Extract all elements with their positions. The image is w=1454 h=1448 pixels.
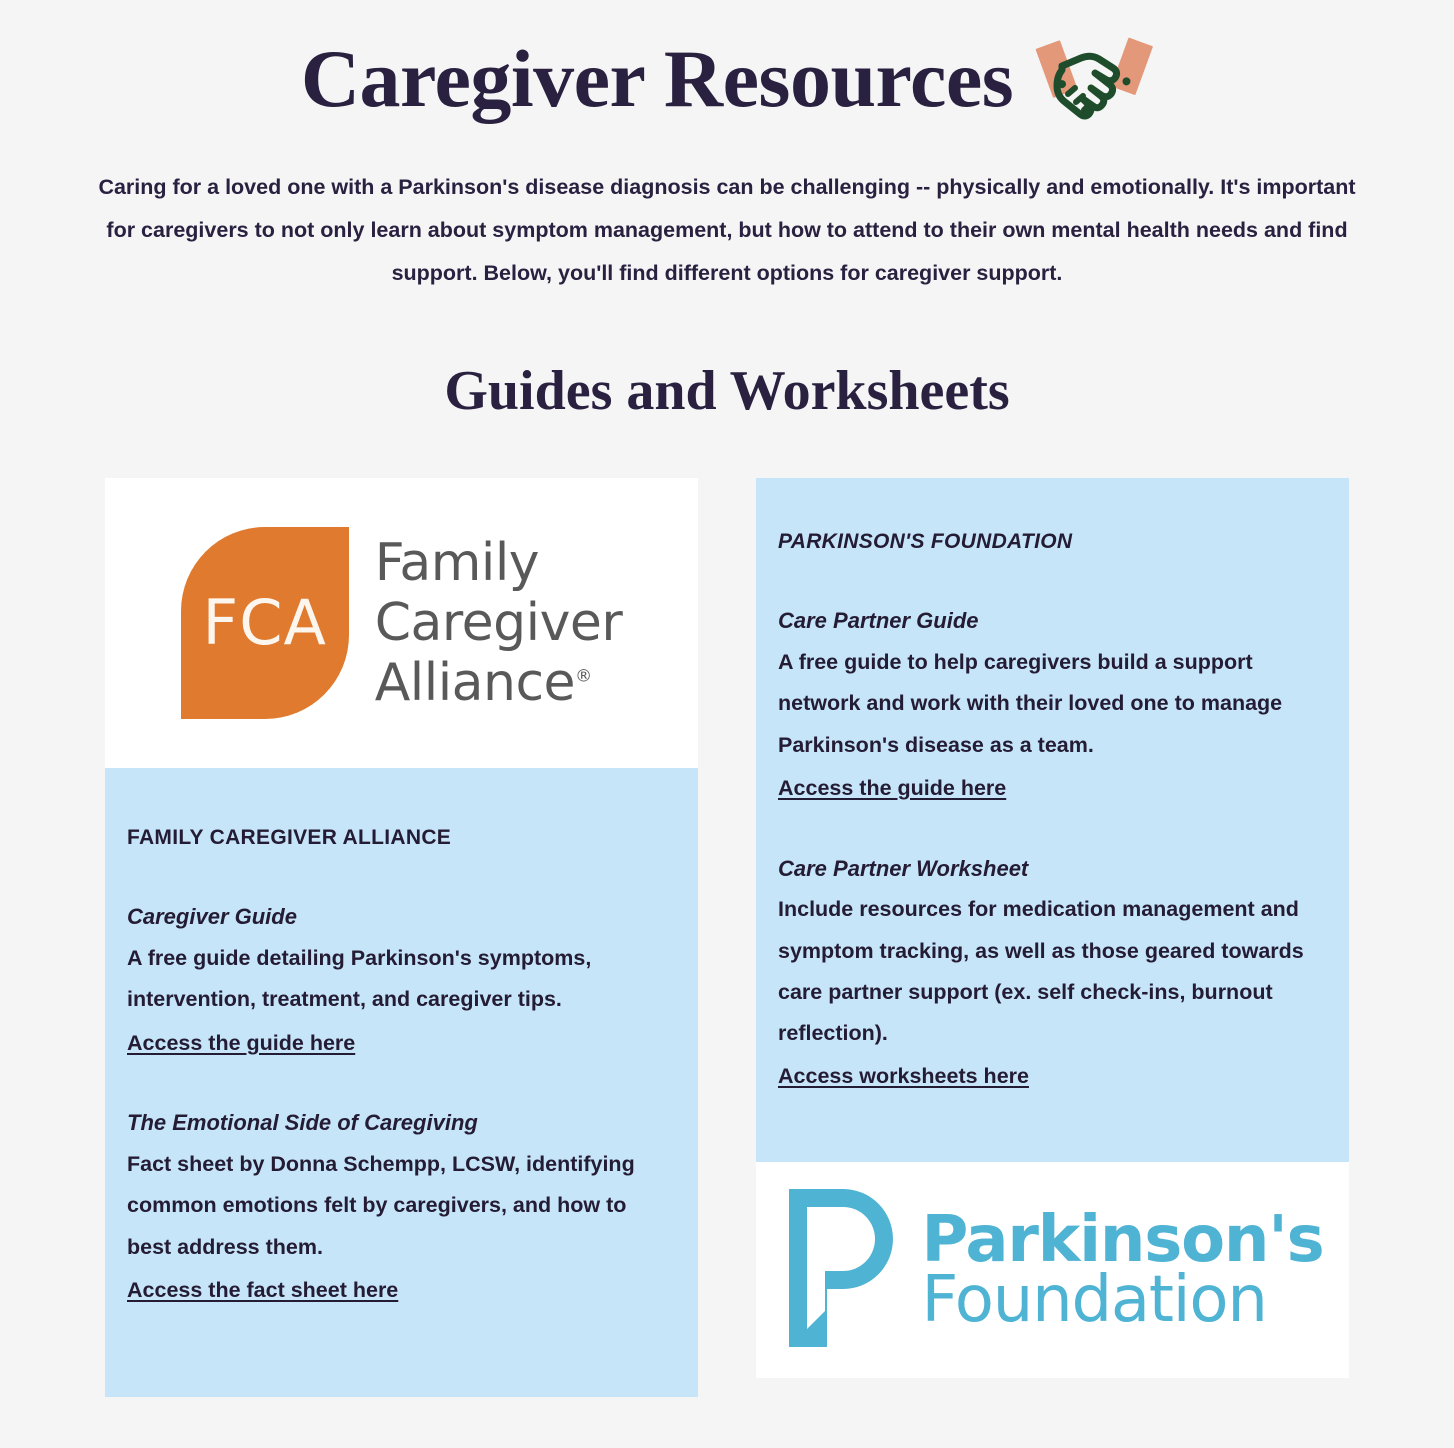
resource-cards-grid bbox=[105, 478, 1349, 1397]
fca-trademark: ® bbox=[575, 666, 592, 687]
pf-logo-box bbox=[756, 1162, 1349, 1378]
fca-wordmark-line3: Alliance bbox=[374, 653, 576, 714]
resource-link[interactable]: Access the fact sheet here bbox=[127, 1277, 399, 1302]
resource-entry bbox=[127, 1103, 676, 1310]
resource-description: Include resources for medication management and symptom tracking, as well as those geared towards care partner support (ex. self check-ins, burnout reflection). bbox=[778, 897, 1304, 1046]
fca-wordmark-line3-wrap bbox=[375, 653, 623, 713]
resource-title: The Emotional Side of Caregiving bbox=[127, 1110, 478, 1136]
resource-description: Fact sheet by Donna Schempp, LCSW, identifying common emotions felt by caregivers, and how to best address them. bbox=[127, 1152, 635, 1259]
fca-mark-text: FCA bbox=[202, 586, 327, 659]
pf-p-mark-icon bbox=[781, 1183, 899, 1358]
resource-title: Care Partner Worksheet bbox=[778, 855, 1029, 881]
pf-content-panel bbox=[756, 478, 1349, 1162]
card-family-caregiver-alliance bbox=[105, 478, 698, 1397]
fca-wordmark-line2: Caregiver bbox=[374, 592, 623, 653]
resource-title: Care Partner Guide bbox=[778, 608, 979, 634]
section-title-guides: Guides and Worksheets bbox=[444, 360, 1010, 422]
resource-entry bbox=[127, 897, 676, 1063]
pf-wordmark-line1: Parkinson's bbox=[921, 1202, 1324, 1277]
pf-card-heading: PARKINSON'S FOUNDATION bbox=[778, 530, 1073, 553]
fca-logo-box bbox=[105, 478, 698, 768]
fca-logo bbox=[181, 527, 623, 719]
resource-link[interactable]: Access worksheets here bbox=[778, 1064, 1029, 1089]
resource-title: Caregiver Guide bbox=[127, 904, 297, 930]
card-parkinsons-foundation bbox=[756, 478, 1349, 1378]
pf-wordmark bbox=[921, 1202, 1324, 1337]
resource-description: A free guide detailing Parkinson's symptoms, intervention, treatment, and caregiver tips. bbox=[127, 945, 592, 1012]
fca-wordmark-line1: Family bbox=[374, 532, 540, 593]
resource-entry bbox=[778, 849, 1327, 1098]
handshake-icon bbox=[1035, 28, 1153, 130]
page-title-text: Caregiver Resources bbox=[300, 32, 1014, 124]
pf-wordmark-line2: Foundation bbox=[921, 1263, 1267, 1337]
page-title bbox=[0, 0, 1454, 130]
intro-paragraph: Caring for a loved one with a Parkinson's disease diagnosis can be challenging -- physically and emotionally. It's important for caregivers to not only learn about symptom management, but how to attend to their own mental health needs and find support. Below, you'll find different options for caregiver support. bbox=[98, 175, 1356, 285]
resource-link[interactable]: Access the guide here bbox=[127, 1030, 356, 1055]
resource-description: A free guide to help caregivers build a support network and work with their loved one to manage Parkinson's disease as a team. bbox=[778, 649, 1283, 757]
fca-wordmark bbox=[375, 533, 623, 714]
resource-entry bbox=[778, 601, 1327, 808]
parkinsons-foundation-logo bbox=[781, 1183, 1323, 1358]
fca-content-panel bbox=[105, 768, 698, 1397]
fca-leaf-mark-icon bbox=[181, 527, 349, 719]
resource-link[interactable]: Access the guide here bbox=[778, 775, 1007, 800]
fca-card-heading: FAMILY CAREGIVER ALLIANCE bbox=[127, 826, 452, 849]
